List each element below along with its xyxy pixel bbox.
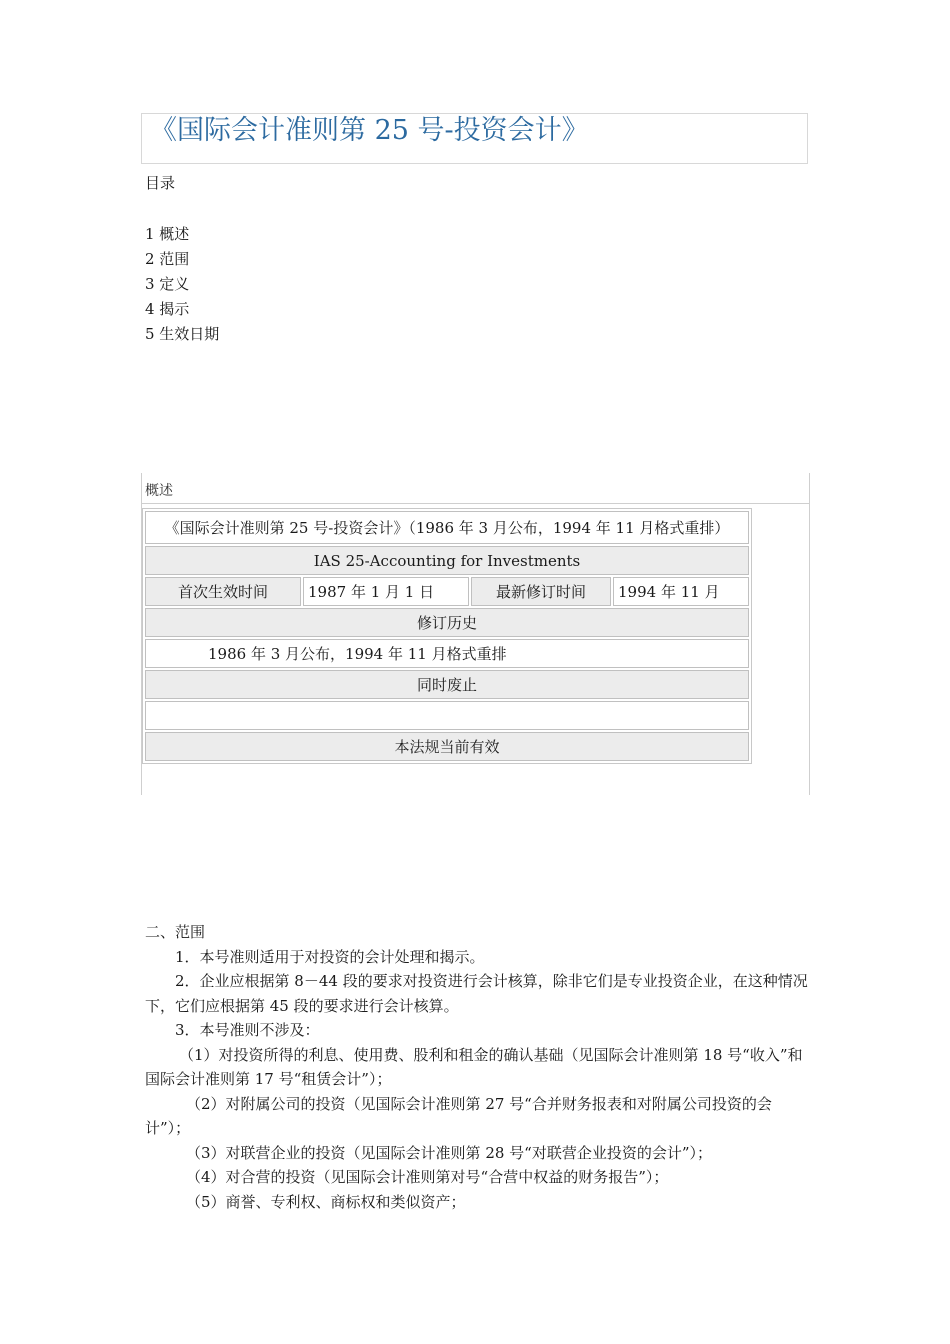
standard-info-table [142,508,752,764]
scope-item-1: （1）对投资所得的利息、使用费、股利和租金的确认基础（见国际会计准则第 18 号“收入”和国际会计准则第 17 号“租赁会计”）； [145,1045,803,1088]
toc-item-definitions[interactable]: 3 定义 [145,275,190,293]
scope-heading: 二、范围 [145,923,206,941]
overview-section-label: 概述 [145,483,173,499]
info-revised-value: 1994 年 11 月 [613,577,749,606]
scope-item-3: （3）对联营企业的投资（见国际会计准则第 28 号“对联营企业投资的会计”）； [186,1143,713,1162]
info-repealed-label: 同时废止 [145,670,749,699]
scope-item-5: （5）商誉、专利权、商标权和类似资产； [186,1192,466,1211]
info-history-value: 1986 年 3 月公布，1994 年 11 月格式重排 [145,639,749,668]
info-english-title: IAS 25-Accounting for Investments [145,546,749,575]
scope-item-2: （2）对附属公司的投资（见国际会计准则第 27 号“合并财务报表和对附属公司投资的会计”）； [145,1094,772,1137]
info-full-title: 《国际会计准则第 25 号-投资会计》（1986 年 3 月公布，1994 年 11 月格式重排） [145,511,749,544]
info-effective-value: 1987 年 1 月 1 日 [303,577,469,606]
scope-item-4: （4）对合营的投资（见国际会计准则第对号“合营中权益的财务报告”）； [186,1168,669,1186]
scope-paragraph-1: 1．本号准则适用于对投资的会计处理和揭示。 [175,947,485,966]
scope-paragraph-2: 2．企业应根据第 8－44 段的要求对投资进行会计核算，除非它们是专业投资企业，在这种情况下，它们应根据第 45 段的要求进行会计核算。 [145,972,808,1015]
info-status: 本法规当前有效 [145,732,749,761]
toc-item-scope[interactable]: 2 范围 [145,250,190,268]
toc-item-disclosure[interactable]: 4 揭示 [145,300,190,318]
toc-item-effective-date[interactable]: 5 生效日期 [145,325,220,343]
overview-section-header [141,473,810,504]
info-history-label: 修订历史 [145,608,749,637]
info-revised-label: 最新修订时间 [471,577,611,606]
scope-paragraph-3: 3．本号准则不涉及： [175,1021,320,1039]
title-box [141,113,808,164]
toc-item-overview[interactable]: 1 概述 [145,225,190,243]
info-repealed-value [145,701,749,730]
scope-section [145,920,808,1214]
info-effective-label: 首次生效时间 [145,577,301,606]
toc-list [145,222,219,347]
document-title: 《国际会计准则第 25 号-投资会计》 [150,115,589,146]
toc-heading: 目录 [145,174,176,192]
